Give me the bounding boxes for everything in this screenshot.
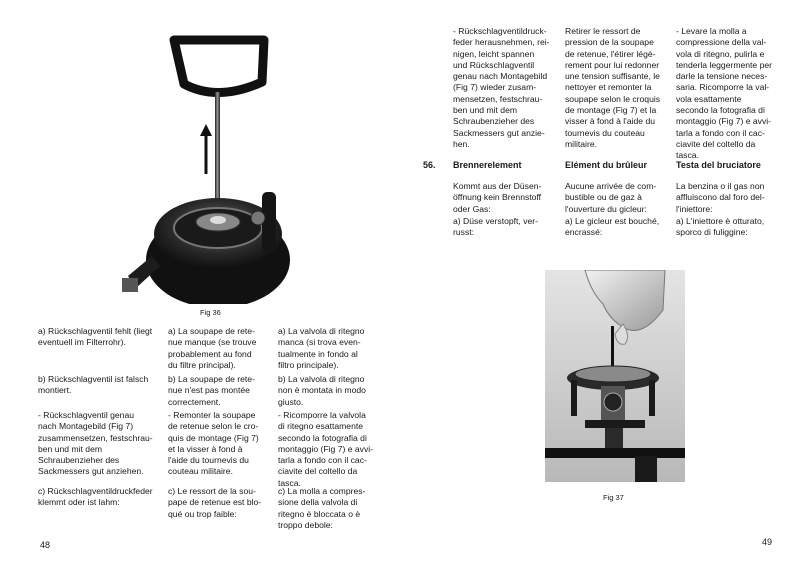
row-c-italian: c) La molla a compres- sione della valvola di ritegno è bloccata o è troppo debole: — [278, 486, 366, 530]
burner-cleaning-illustration — [545, 270, 685, 482]
stove-pump-illustration — [122, 22, 302, 304]
row-b-french: b) La soupape de rete- nue n'est pas montée correctement. — [168, 374, 255, 407]
section-title-italian: Testa del bruciatore — [676, 160, 761, 170]
item-a-italian: a) L'iniettore è otturato, sporco di fuliggine: — [676, 216, 765, 238]
row-reassemble-french: - Remonter la soupape de retenue selon le cro- quis de montage (Fig 7) et la visser à fond à l'aide du tournevis du couteau militaire. — [168, 410, 259, 477]
row-b-german: b) Rückschlagventil ist falsch montiert. — [38, 374, 149, 396]
page-number-right: 49 — [762, 537, 773, 547]
item-a-french: a) Le gicleur est bouché, encrassé: — [565, 216, 660, 238]
row-a-german: a) Rückschlagventil fehlt (liegt eventuell im Filterrohr). — [38, 326, 153, 348]
figure-37-photo — [545, 270, 685, 482]
page-number-left: 48 — [40, 540, 51, 550]
top-italian: - Levare la molla a compressione della val- vola di ritegno, pulirla e tenderla leggermente per darle la tensione neces- saria. Ricomporre la val- vola esattamente secondo la fotografia di montaggio (Fig 7) e avvi- tarla a fondo con il cac- ciavite del coltello da tasca. — [676, 26, 773, 161]
section-number: 56. — [423, 160, 436, 170]
top-french: Retirer le ressort de pression de la soupape de retenue, l'étirer légè- rement pour lui redonner une tension suffisante, le nettoyer et remonter la soupape selon le croquis de montage (Fig 7) et la visser à fond à l'aide du tournevis du couteau militaire. — [565, 26, 661, 149]
row-c-german: c) Rückschlagventildruckfeder klemmt oder ist lahm: — [38, 486, 153, 508]
row-c-french: c) Le ressort de la sou- pape de retenue est blo- qué ou trop faible: — [168, 486, 262, 519]
figure-36-caption: Fig 36 — [200, 308, 221, 317]
top-german: - Rückschlagventildruck- feder herausnehmen, rei- nigen, leicht spannen und Rückschlagventil genau nach Montagebild (Fig 7) wieder zusam- mensetzen, festschrau- ben und mit dem Schraubenzieher des Sackmessers gut anzie- hen. — [453, 26, 550, 149]
section-title-french: Elément du brûleur — [565, 160, 648, 170]
row-b-italian: b) La valvola di ritegno non è montata in modo giusto. — [278, 374, 366, 407]
row-reassemble-german: - Rückschlagventil genau nach Montagebild (Fig 7) zusammensetzen, festschrau- ben und mit dem Schraubenzieher des Sackmessers gut anziehen. — [38, 410, 153, 477]
intro-french: Aucune arrivée de com- bustible ou de gaz à l'ouverture du gicleur: — [565, 181, 657, 214]
row-a-italian: a) La valvola di ritegno manca (si trova even- tualmente in fondo al filtro principale). — [278, 326, 365, 370]
section-title-german: Brennerelement — [453, 160, 522, 170]
item-a-german: a) Düse verstopft, ver- russt: — [453, 216, 539, 238]
row-reassemble-italian: - Ricomporre la valvola di ritegno esattamente secondo la fotografia di montaggio (Fig 7) e avvi- tarla a fondo con il cac- ciavite del coltello da tasca. — [278, 410, 374, 488]
intro-german: Kommt aus der Düsen- öffnung kein Brennstoff oder Gas: — [453, 181, 542, 214]
figure-36-photo — [122, 22, 302, 304]
intro-italian: La benzina o il gas non affluiscono dal foro del- l'iniettore: — [676, 181, 765, 214]
figure-37-caption: Fig 37 — [603, 493, 624, 502]
row-a-french: a) La soupape de rete- nue manque (se trouve probablement au fond du filtre principal). — [168, 326, 257, 370]
